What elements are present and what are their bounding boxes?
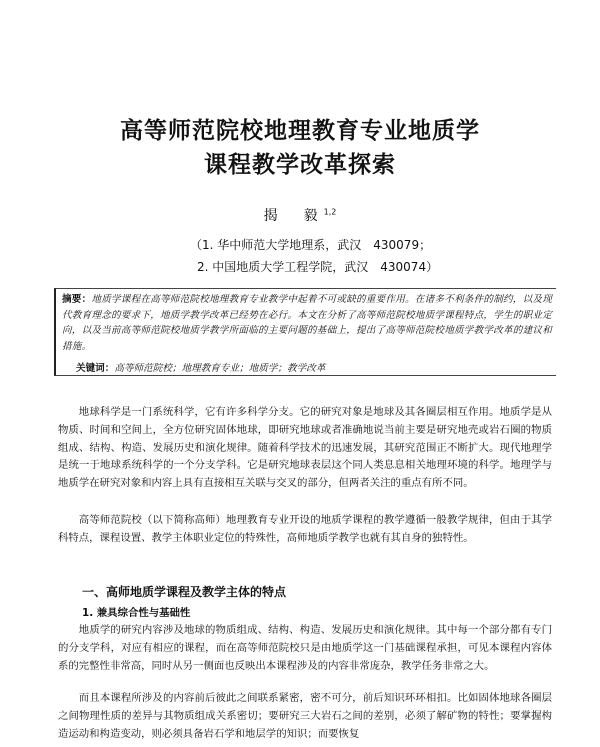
- affiliation-2: 2. 中国地质大学工程学院，武汉 430074）: [197, 260, 439, 274]
- abstract: [62, 292, 552, 354]
- keywords: [76, 360, 325, 374]
- author-text: 揭 毅: [263, 208, 324, 224]
- paragraph-2: [58, 512, 552, 548]
- paragraph-4: [58, 690, 552, 743]
- abstract-label: 摘要：: [62, 294, 92, 305]
- paragraph-4-text: 而且本课程所涉及的内容前后彼此之间联系紧密，密不可分，前后知识环环相扣。比如固体地球各圈层之间物理性质的差异与其物质组成关系密切；要研究三大岩石之间的差别，必须了解矿物的特性；要掌握构造运动和构造变动，则必须具备岩石学和地层学的知识；而要恢复: [58, 692, 552, 740]
- subsection-heading-1: 1. 兼具综合性与基础性: [82, 607, 191, 619]
- paper-title-line-1: 高等师范院校地理教育专业地质学: [120, 118, 480, 144]
- paragraph-3-text: 地质学的研究内容涉及地球的物质组成、结构、构造、发展历史和演化规律。其中每一个部分都有专门的分支学科，对应有相应的课程，而在高等师范院校只是由地质学这一门基础课程承担，可见本课程内容体系的完整性非常高，同时从另一侧面也反映出本课程涉及的内容非常庞杂，教学任务非常之大。: [58, 624, 552, 672]
- paragraph-2-text: 高等师范院校（以下简称高师）地理教育专业开设的地质学课程的教学遵循一般教学规律，但由于其学科特点，课程设置、教学主体职业定位的特殊性，高师地质学教学也就有其自身的独特性。: [58, 514, 552, 544]
- paper-title-line-2: 课程教学改革探索: [204, 152, 396, 178]
- keywords-label: 关键词：: [76, 363, 115, 374]
- affiliation-1: （1. 华中师范大学地理系，武汉 430079；: [190, 238, 432, 252]
- paragraph-1-text: 地球科学是一门系统科学，它有许多科学分支。它的研究对象是地球及其各圈层相互作用。地质学是从物质、时间和空间上，全方位研究固体地球，即研究地球或者准确地说当前主要是研究地壳或岩石圈的物质组成、结构、构造、发展历史和演化规律。随着科学技术的迅速发展，其研究范围正不断扩大。现代地理学是统一于地球系统科学的一个分支学科。它是研究地球表层这个同人类息息相关地理环境的科学。地理学与地质学在研究对象和内容上具有直接相互关联与交叉的部分，但两者关注的重点有所不同。: [58, 406, 552, 490]
- keywords-text: 高等师范院校；地理教育专业；地质学；教学改革: [114, 363, 326, 374]
- section-heading-1: 一、高师地质学课程及教学主体的特点: [82, 585, 287, 599]
- paragraph-1: [58, 404, 552, 493]
- abstract-text: 地质学课程在高等师范院校地理教育专业教学中起着不可或缺的重要作用。在诸多不利条件的制约，以及现代教育理念的要求下，地质学教学改革已经势在必行。本文在分析了高等师范院校地质学课程特点，学生的职业定向，以及当前高等师范院校地质学教学所面临的主要问题的基础上，提出了高等师范院校地质学教学改革的建议和措施。: [62, 294, 552, 352]
- author-name: [0, 205, 600, 225]
- author-superscript: 1,2: [323, 207, 337, 217]
- paragraph-3: [58, 622, 552, 675]
